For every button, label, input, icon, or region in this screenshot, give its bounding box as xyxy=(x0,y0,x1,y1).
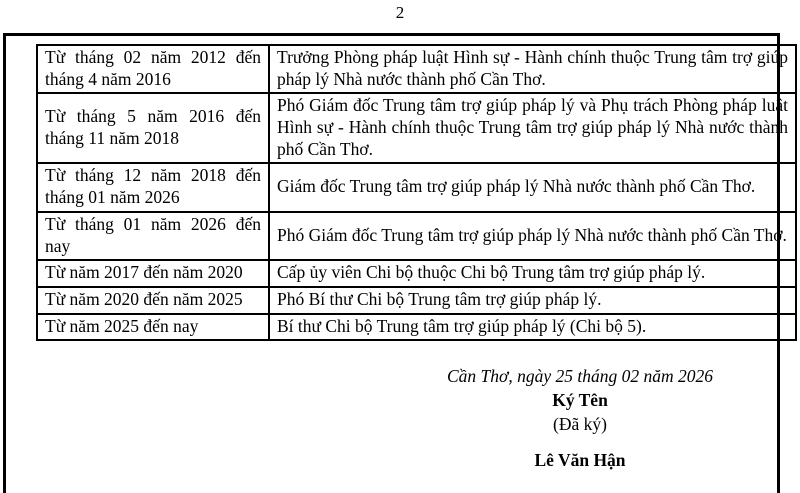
position-cell: Bí thư Chi bộ Trung tâm trợ giúp pháp lý (Chi bộ 5). xyxy=(269,314,796,341)
page-number: 2 xyxy=(395,3,405,22)
position-cell: Trưởng Phòng pháp luật Hình sự - Hành chính thuộc Trung tâm trợ giúp pháp lý Nhà nước thành phố Cần Thơ. xyxy=(269,45,796,93)
signature-place-date: Cần Thơ, ngày 25 tháng 02 năm 2026 xyxy=(446,366,713,386)
signature-block xyxy=(380,366,780,471)
period-cell: Từ tháng 01 năm 2026 đến nay xyxy=(37,212,269,260)
table-row xyxy=(37,93,796,163)
signature-signer-name: Lê Văn Hận xyxy=(534,450,626,471)
position-cell: Cấp ủy viên Chi bộ thuộc Chi bộ Trung tâm trợ giúp pháp lý. xyxy=(269,260,796,287)
position-cell: Phó Giám đốc Trung tâm trợ giúp pháp lý Nhà nước thành phố Cần Thơ. xyxy=(269,212,796,260)
signature-sign-label: Ký Tên xyxy=(552,390,608,411)
period-cell: Từ năm 2017 đến năm 2020 xyxy=(37,260,269,287)
period-cell: Từ năm 2025 đến nay xyxy=(37,314,269,341)
career-history-table xyxy=(36,44,797,341)
period-cell: Từ tháng 5 năm 2016 đến tháng 11 năm 2018 xyxy=(37,93,269,163)
position-cell: Phó Bí thư Chi bộ Trung tâm trợ giúp pháp lý. xyxy=(269,287,796,314)
table-row xyxy=(37,45,796,93)
table-row xyxy=(37,163,796,211)
table-row xyxy=(37,314,796,341)
table-row xyxy=(37,287,796,314)
position-cell: Giám đốc Trung tâm trợ giúp pháp lý Nhà nước thành phố Cần Thơ. xyxy=(269,163,796,211)
period-cell: Từ tháng 02 năm 2012 đến tháng 4 năm 2016 xyxy=(37,45,269,93)
position-cell: Phó Giám đốc Trung tâm trợ giúp pháp lý và Phụ trách Phòng pháp luật Hình sự - Hành chính thuộc Trung tâm trợ giúp pháp lý Nhà nước thành phố Cần Thơ. xyxy=(269,93,796,163)
table-row xyxy=(37,260,796,287)
period-cell: Từ năm 2020 đến năm 2025 xyxy=(37,287,269,314)
period-cell: Từ tháng 12 năm 2018 đến tháng 01 năm 2026 xyxy=(37,163,269,211)
signature-signed-note: (Đã ký) xyxy=(553,413,607,434)
career-history-table-body xyxy=(37,45,796,340)
table-row xyxy=(37,212,796,260)
